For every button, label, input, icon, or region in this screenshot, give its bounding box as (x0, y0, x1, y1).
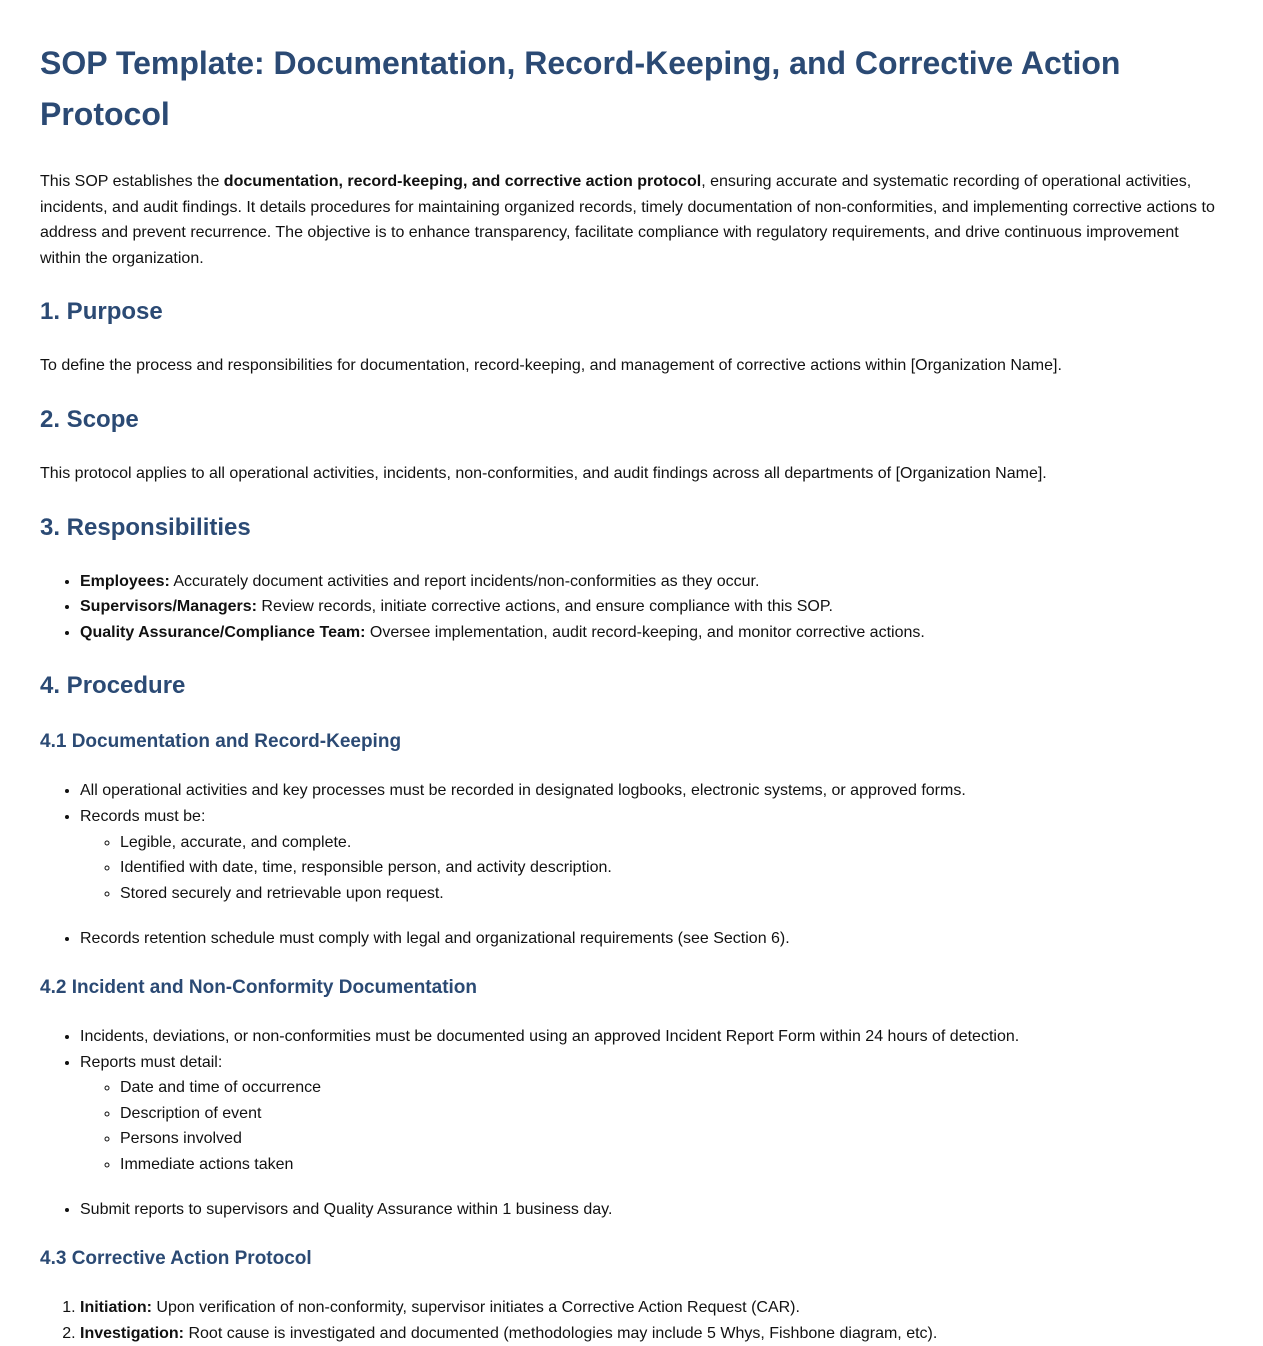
item-label: Supervisors/Managers: (80, 598, 257, 616)
scope-text: This protocol applies to all operational activities, incidents, non-conformities, and audit findings across all departments of [Organization Name]. (40, 464, 1047, 482)
intro-bold: documentation, record-keeping, and corrective action protocol (223, 173, 702, 190)
purpose-heading: 1. Purpose (40, 298, 163, 326)
item-text: Accurately document activities and report incidents/non-conformities as they occur. (169, 572, 760, 590)
list-item (80, 620, 1223, 646)
corrective-action-steps (40, 1295, 1223, 1346)
section-4-2-list (40, 1024, 1223, 1223)
item-text: Reports must detail: (80, 1053, 223, 1071)
sub-list-item: ◦ Legible, accurate, and complete. (120, 830, 1223, 856)
list-item (80, 594, 1223, 620)
list-item: • Incidents, deviations, or non-conformities must be documented using an approved Incident Report Form within 24 hours of detection. (80, 1024, 1223, 1050)
scope-heading: 2. Scope (40, 405, 139, 433)
sub-list (80, 1075, 1223, 1177)
sub-list-item: ◦ Stored securely and retrievable upon request. (120, 881, 1223, 907)
responsibilities-heading: 3. Responsibilities (40, 513, 251, 541)
section-4-3-heading: 4.3 Corrective Action Protocol (40, 1248, 312, 1270)
section-4-1-heading: 4.1 Documentation and Record-Keeping (40, 731, 402, 753)
section-4-1-list (40, 778, 1223, 952)
list-item (80, 569, 1223, 595)
step-label: Initiation: (80, 1299, 152, 1317)
purpose-text: To define the process and responsibilities for documentation, record-keeping, and management of corrective actions within [Organization Name]. (40, 357, 1062, 375)
sub-list (80, 830, 1223, 907)
item-label: Quality Assurance/Compliance Team: (80, 623, 366, 641)
list-item (80, 1321, 1223, 1346)
sub-list-item: ◦ Immediate actions taken (120, 1152, 1223, 1178)
sub-list-item: ◦ Identified with date, time, responsible person, and activity description. (120, 855, 1223, 881)
list-item: • Submit reports to supervisors and Quality Assurance within 1 business day. (80, 1197, 1223, 1223)
procedure-heading: 4. Procedure (40, 672, 186, 700)
page-title: SOP Template: Documentation, Record-Keeping, and Corrective Action Protocol (40, 45, 1121, 132)
section-4-2-heading: 4.2 Incident and Non-Conformity Documentation (40, 976, 478, 998)
item-text: Oversee implementation, audit record-keeping, and monitor corrective actions. (365, 623, 925, 641)
sub-list-item: ◦ Description of event (120, 1101, 1223, 1127)
intro-after: , ensuring accurate and systematic recording of operational activities, incidents, and audit findings. It details procedures for maintaining organized records, timely documentation of non-conformities, and implementing corrective actions to address and prevent recurrence. The objective is to enhance transparency, facilitate compliance with regulatory requirements, and drive continuous improvement within the organization. (40, 173, 1215, 267)
list-item: • Records retention schedule must comply with legal and organizational requirements (see Section 6). (80, 926, 1223, 952)
responsibilities-list (40, 569, 1223, 646)
intro-paragraph (40, 169, 1223, 271)
list-item (80, 1050, 1223, 1178)
list-item (80, 1295, 1223, 1321)
item-label: Employees: (80, 572, 170, 590)
step-label: Investigation: (80, 1324, 185, 1342)
step-text: Upon verification of non-conformity, supervisor initiates a Corrective Action Request (CAR). (151, 1299, 800, 1317)
sub-list-item: ◦ Date and time of occurrence (120, 1075, 1223, 1101)
list-item: • All operational activities and key processes must be recorded in designated logbooks, electronic systems, or approved forms. (80, 778, 1223, 804)
step-text: Root cause is investigated and documented (methodologies may include 5 Whys, Fishbone diagram, etc). (184, 1324, 938, 1342)
sub-list-item: ◦ Persons involved (120, 1126, 1223, 1152)
item-text: Records must be: (80, 807, 206, 825)
list-item (80, 804, 1223, 906)
item-text: Review records, initiate corrective actions, and ensure compliance with this SOP. (256, 598, 833, 616)
intro-before: This SOP establishes the (40, 173, 224, 190)
